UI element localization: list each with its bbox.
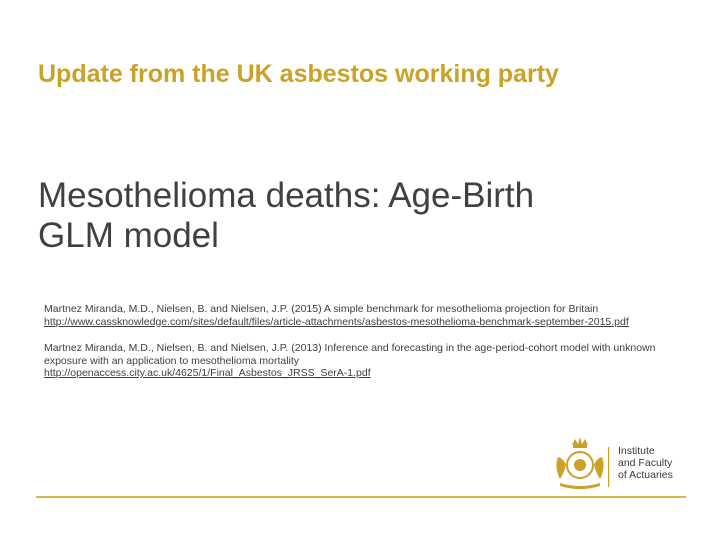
logo-text xyxy=(618,445,673,481)
references xyxy=(44,303,664,394)
reference-text: Martnez Miranda, M.D., Nielsen, B. and Nielsen, J.P. (2015) A simple benchmark for mesothelioma projection for Britain xyxy=(44,303,599,315)
slide-title-line-2: GLM model xyxy=(38,216,219,255)
crest-icon xyxy=(550,435,610,491)
logo-line-1: Institute xyxy=(618,445,655,457)
logo-line-3: of Actuaries xyxy=(618,469,673,481)
logo-line-2: and Faculty xyxy=(618,457,673,469)
bottom-divider xyxy=(36,496,686,498)
reference-text: Martnez Miranda, M.D., Nielsen, B. and Nielsen, J.P. (2013) Inference and forecasting in the age-period-cohort model with unknown exposure with an application to mesothelioma mortality xyxy=(44,342,656,367)
slide-header: Update from the UK asbestos working party xyxy=(38,60,559,88)
slide-title xyxy=(38,176,678,256)
ifoa-logo xyxy=(550,435,690,491)
reference-link[interactable]: http://openaccess.city.ac.uk/4625/1/Final_Asbestos_JRSS_SerA-1.pdf xyxy=(44,367,371,379)
reference-link[interactable]: http://www.cassknowledge.com/sites/default/files/article-attachments/asbestos-mesothelioma-benchmark-september-2015.pdf xyxy=(44,315,629,328)
reference-item xyxy=(44,342,664,380)
slide-title-line-1: Mesothelioma deaths: Age-Birth xyxy=(38,176,535,215)
reference-item xyxy=(44,303,664,328)
